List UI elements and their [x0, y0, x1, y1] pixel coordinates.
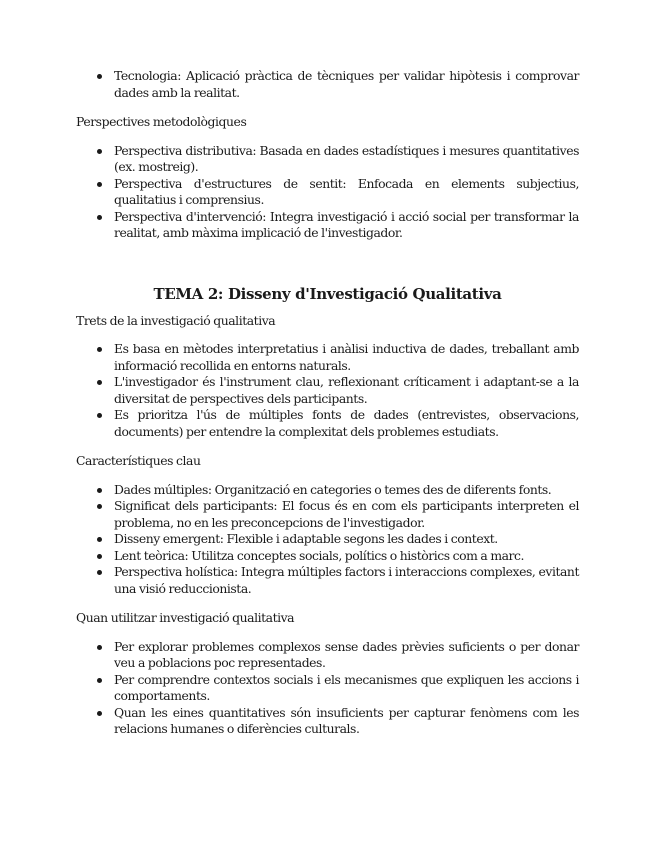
list-item: [76, 482, 579, 499]
bullet-icon: [97, 504, 102, 509]
bullet-icon: [97, 182, 102, 187]
list-item-text: Dades múltiples: Organització en categories o temes des de diferents fonts.: [114, 481, 552, 497]
key-features-bullet-list: [76, 482, 579, 598]
list-item-text: Quan les eines quantitatives són insuficients per capturar fenòmens com les relacions humanes o diferències culturals.: [114, 704, 579, 736]
intro-bullet-list: [76, 68, 579, 101]
list-item: [76, 341, 579, 374]
list-item-text: Es basa en mètodes interpretatius i anàlisi inductiva de dades, treballant amb informació recollida en entorns naturals.: [114, 341, 579, 373]
list-item: [76, 68, 579, 101]
list-item-text: Lent teòrica: Utilitza conceptes socials, polítics o històrics com a marc.: [114, 547, 525, 563]
document-page: [76, 68, 579, 738]
traits-bullet-list: [76, 341, 579, 440]
list-item-text: Per explorar problemes complexos sense dades prèvies suficients o per donar veu a poblacions poc representades.: [114, 638, 579, 670]
list-item-text: Tecnologia: Aplicació pràctica de tècniques per validar hipòtesis i comprovar dades amb la realitat.: [114, 68, 579, 100]
list-item: [76, 548, 579, 565]
list-item: [76, 407, 579, 440]
list-item-text: Perspectiva d'estructures de sentit: Enfocada en elements subjectius, qualitatius i comprensius.: [114, 175, 579, 207]
list-item: [76, 531, 579, 548]
bullet-icon: [97, 570, 102, 575]
list-item-text: Disseny emergent: Flexible i adaptable segons les dades i context.: [114, 531, 498, 546]
list-item: [76, 498, 579, 531]
bullet-icon: [97, 537, 102, 542]
section-heading-key-features: Característiques clau: [76, 453, 201, 468]
bullet-icon: [97, 488, 102, 493]
list-item: [76, 374, 579, 407]
list-item: [76, 209, 579, 242]
section-heading-perspectives: Perspectives metodològiques: [76, 114, 247, 129]
bullet-icon: [97, 554, 102, 559]
list-item-text: Per comprendre contextos socials i els mecanismes que expliquen les accions i comportaments.: [114, 671, 579, 703]
bullet-icon: [97, 645, 102, 650]
list-item: [76, 672, 579, 705]
list-item: [76, 705, 579, 738]
bullet-icon: [97, 74, 102, 79]
bullet-icon: [97, 149, 102, 154]
bullet-icon: [97, 413, 102, 418]
perspectives-bullet-list: [76, 143, 579, 242]
list-item-text: Significat dels participants: El focus és en com els participants interpreten el problema, no en les preconcepcions de l'investigador.: [114, 498, 579, 530]
list-item-text: Es prioritza l'ús de múltiples fonts de dades (entrevistes, observacions, documents) per entendre la complexitat dels problemes estudiats.: [114, 407, 579, 439]
list-item: [76, 143, 579, 176]
list-item-text: Perspectiva distributiva: Basada en dades estadístiques i mesures quantitatives (ex. mostreig).: [114, 142, 579, 174]
bullet-icon: [97, 678, 102, 683]
page-title: TEMA 2: Disseny d'Investigació Qualitativa: [153, 284, 502, 303]
bullet-icon: [97, 215, 102, 220]
list-item-text: L'investigador és l'instrument clau, reflexionant críticament i adaptant-se a la diversitat de perspectives dels participants.: [114, 374, 579, 406]
when-to-use-bullet-list: [76, 639, 579, 738]
section-heading-when-to-use: Quan utilitzar investigació qualitativa: [76, 610, 295, 625]
section-heading-traits: Trets de la investigació qualitativa: [76, 312, 276, 328]
bullet-icon: [97, 380, 102, 385]
list-item: [76, 176, 579, 209]
list-item: [76, 564, 579, 597]
list-item-text: Perspectiva d'intervenció: Integra investigació i acció social per transformar la realitat, amb màxima implicació de l'investigador.: [114, 208, 579, 240]
bullet-icon: [97, 711, 102, 716]
list-item: [76, 639, 579, 672]
bullet-icon: [97, 347, 102, 352]
list-item-text: Perspectiva holística: Integra múltiples factors i interaccions complexes, evitant una visió reduccionista.: [114, 564, 579, 596]
